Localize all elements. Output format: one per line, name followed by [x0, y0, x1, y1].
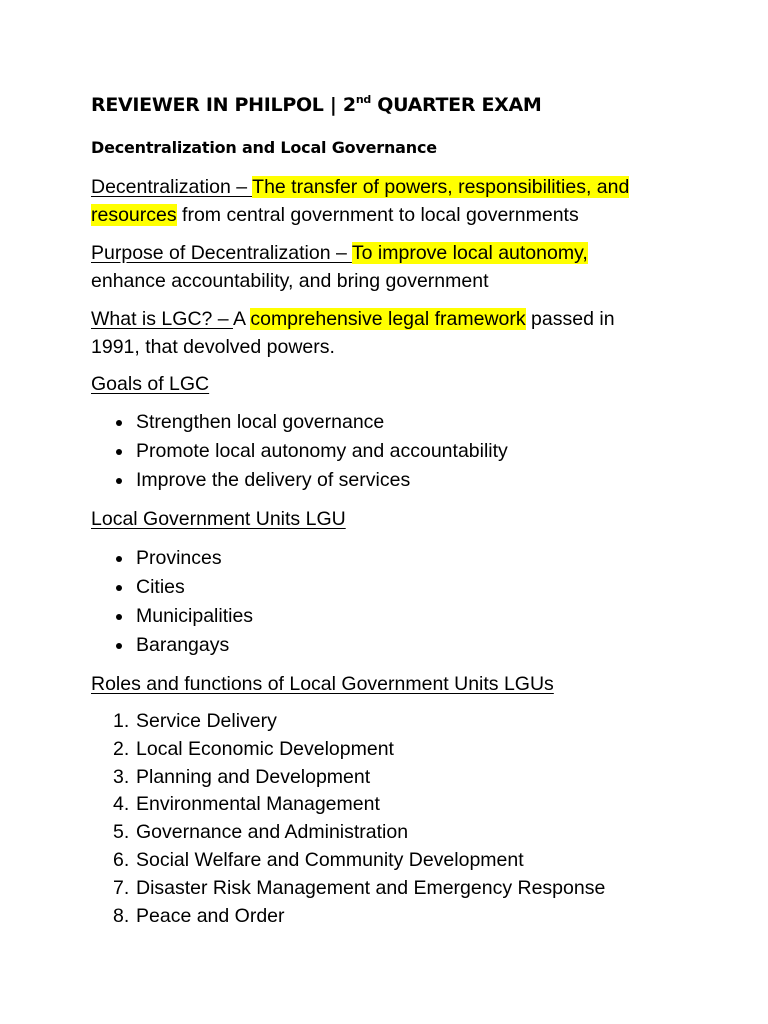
lgc-rest-2: 1991, that devolved powers. — [91, 336, 335, 358]
section-subtitle: Decentralization and Local Governance — [91, 138, 437, 157]
list-number: 4. — [113, 793, 130, 816]
list-item-text: Improve the delivery of services — [136, 469, 411, 491]
list-item-text: Strengthen local governance — [136, 411, 385, 433]
list-item-text: Promote local autonomy and accountability — [136, 440, 508, 462]
title-superscript: nd — [355, 93, 371, 106]
purpose-rest: enhance accountability, and bring government — [91, 270, 489, 292]
lgc-highlight: comprehensive legal framework — [250, 308, 526, 330]
lgc-rest: passed in — [525, 308, 615, 330]
list-item-text: Municipalities — [136, 605, 254, 627]
title-text: REVIEWER IN PHILPOL | 2 — [91, 94, 356, 116]
list-item-text: Environmental Management — [136, 793, 380, 816]
lgu-heading: Local Government Units LGU — [91, 508, 346, 530]
bullet-icon — [116, 478, 122, 484]
list-item-text: Governance and Administration — [136, 821, 409, 844]
list-item-text: Barangays — [136, 634, 230, 656]
list-item-text: Service Delivery — [136, 710, 277, 732]
list-item-text: Provinces — [136, 547, 222, 569]
list-number: 7. — [113, 876, 130, 899]
decentralization-rest: from central government to local governments — [176, 204, 579, 226]
list-item — [91, 408, 508, 437]
decentralization-definition — [91, 173, 691, 229]
list-item — [91, 573, 253, 602]
list-number: 8. — [113, 904, 130, 927]
lgc-term: What is LGC? – — [91, 308, 233, 330]
decentralization-term: Decentralization – — [91, 176, 253, 198]
goals-heading: Goals of LGC — [91, 373, 210, 395]
lgc-definition — [91, 305, 691, 361]
list-item — [91, 602, 253, 631]
list-item-text: Disaster Risk Management and Emergency Response — [136, 876, 606, 899]
list-item-text: Planning and Development — [136, 765, 371, 788]
title-text-rest: QUARTER EXAM — [370, 94, 542, 116]
goals-list — [91, 408, 508, 495]
list-number: 5. — [113, 821, 130, 844]
list-number: 1. — [113, 710, 130, 732]
list-item-text: Cities — [136, 576, 185, 598]
list-item — [91, 544, 253, 573]
bullet-icon — [116, 643, 122, 649]
bullet-icon — [116, 420, 122, 426]
decentralization-highlight: The transfer of powers, responsibilities, and — [252, 176, 630, 198]
list-item-text: Social Welfare and Community Development — [136, 848, 524, 871]
bullet-icon — [116, 585, 122, 591]
list-item — [91, 631, 253, 660]
purpose-definition — [91, 239, 691, 295]
list-item-text: Local Economic Development — [136, 737, 394, 760]
list-item-text: Peace and Order — [136, 904, 285, 927]
roles-heading: Roles and functions of Local Government Units LGUs — [91, 673, 554, 695]
decentralization-highlight-2: resources — [91, 204, 177, 226]
lgc-pre: A — [232, 308, 251, 330]
list-number: 2. — [113, 737, 130, 760]
bullet-icon — [116, 556, 122, 562]
bullet-icon — [116, 614, 122, 620]
list-item — [91, 437, 508, 466]
lgu-list — [91, 544, 253, 660]
document-title — [91, 94, 542, 116]
list-number: 3. — [113, 765, 130, 788]
purpose-highlight: To improve local autonomy, — [351, 242, 588, 264]
purpose-term: Purpose of Decentralization – — [91, 242, 352, 264]
list-item — [91, 466, 508, 495]
bullet-icon — [116, 449, 122, 455]
list-number: 6. — [113, 848, 130, 871]
